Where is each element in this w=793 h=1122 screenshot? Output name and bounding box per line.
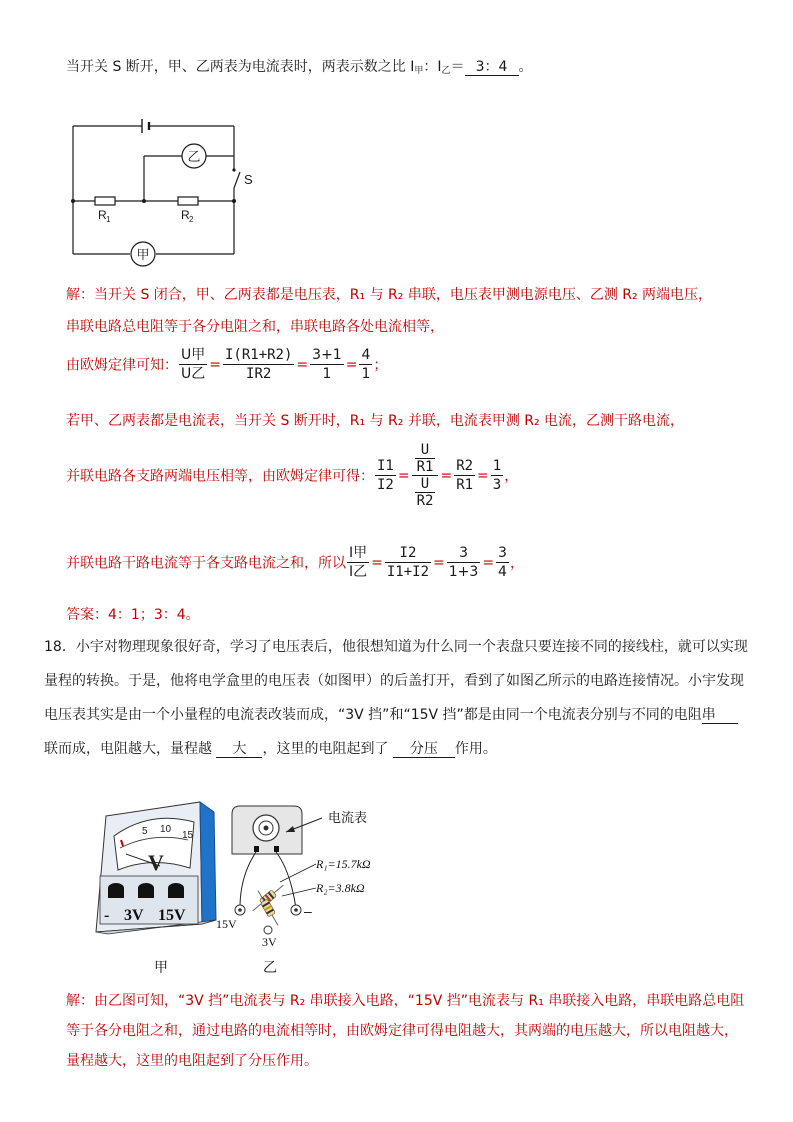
- intro-answer-blank: 3：4: [465, 59, 519, 76]
- fraction-compound: [412, 442, 439, 509]
- back-15v-label: 15V: [216, 917, 237, 931]
- intro-sub-yi: 乙: [441, 66, 451, 76]
- frac-den: R1: [416, 459, 434, 475]
- back-minus-label: –: [304, 903, 312, 919]
- caption-yi: 乙: [263, 959, 277, 975]
- frac-num: I1: [377, 458, 394, 474]
- frac-num: I甲: [349, 545, 368, 561]
- question-text-b: 联而成，电阻越大，量程越: [44, 741, 212, 757]
- fraction-branch-ratio: [385, 544, 431, 581]
- frac-num: U: [415, 476, 436, 493]
- fraction-result: [496, 544, 509, 581]
- r2-value-label: R₂=3.8kΩ: [316, 881, 365, 895]
- dial-15: 15: [182, 830, 194, 841]
- fraction-result: [491, 457, 503, 494]
- punct: ，: [509, 555, 524, 572]
- frac-num: 4: [361, 347, 371, 363]
- r2-label-sub: 2: [189, 215, 194, 224]
- frac-den: I乙: [349, 564, 368, 580]
- solution1-line4: 若甲、乙两表都是电流表，当开关 S 断开时，R₁ 与 R₂ 并联，电流表甲测 R₂ 电流，乙测干路电流，: [66, 413, 685, 429]
- question-text-a: 小宇对物理现象很好奇，学习了电压表后，他很想知道为什么同一个表盘只要连接不同的接线柱，就可以实现量程的转换。于是，他将电学盒里的电压表（如图甲）的后盖打开，看到了如图乙所示的电路连接情况。小宇发现电压表其实是由一个小量程的电流表改装而成，“3V 挡”和“15V 挡”都是由同一个电流表分别与不同的电阻: [44, 639, 748, 723]
- r1-label: R: [98, 208, 107, 222]
- question-text-c: ，这里的电阻起到了: [262, 741, 389, 757]
- frac-num: I2: [385, 544, 431, 563]
- fraction-u-ratio: [179, 346, 207, 383]
- meter-jia-label: 甲: [136, 247, 150, 262]
- question-text-d: 作用。: [454, 741, 497, 757]
- intro-colon: ：I: [423, 59, 442, 75]
- intro-eq: ＝: [450, 59, 465, 75]
- terminal-15v: 15V: [158, 907, 186, 924]
- frac-den: I1+I2: [386, 564, 430, 580]
- frac-num: U甲: [181, 347, 206, 363]
- voltmeter-icon: [96, 802, 216, 934]
- blank-2: 大: [216, 741, 262, 758]
- circuit-diagram: [60, 112, 260, 270]
- frac-den: [412, 476, 439, 509]
- ammeter-label: 电流表: [328, 810, 368, 825]
- solution1-line3-prefix: 由欧姆定律可知：: [66, 357, 178, 374]
- blank-1: 串: [702, 707, 738, 724]
- question-number: 18．: [44, 639, 76, 655]
- dial-v: V: [148, 850, 164, 875]
- caption-jia: 甲: [154, 959, 168, 975]
- solution1-line3: 由欧姆定律可知： $\frac{\text{U甲}}{\text{U乙}}$ = $\frac{I(R1+R2)}{IR2}$ = $\frac{3+1}{1}$ = $\frac{4}{1}$ ；: [66, 347, 388, 382]
- frac-num: 3: [498, 545, 507, 561]
- switch-label: S: [244, 172, 253, 187]
- frac-den: IR2: [246, 366, 272, 382]
- inner-fraction: [415, 442, 436, 475]
- solution1-line1: 解：当开关 S 闭合，甲、乙两表都是电压表，R₁ 与 R₂ 串联，电压表甲测电源电压、乙测 R₂ 两端电压，: [66, 287, 713, 303]
- inner-fraction: [415, 476, 436, 509]
- frac-den: 1+3: [448, 564, 479, 580]
- meter-yi-label: 乙: [187, 149, 201, 164]
- frac-num: [412, 442, 439, 476]
- solution1-line2: 串联电路总电阻等于各分电阻之和，串联电路各处电流相等，: [66, 319, 444, 335]
- dial-10: 10: [160, 824, 172, 835]
- r1-value-label: R₁=15.7kΩ: [316, 857, 371, 871]
- punct: ，: [504, 468, 519, 485]
- frac-den: U乙: [181, 366, 206, 382]
- intro-line: [66, 56, 533, 76]
- frac-num: 3: [447, 544, 481, 563]
- punct: ；: [373, 357, 388, 374]
- frac-den: 1: [361, 366, 371, 382]
- terminal-minus: -: [104, 907, 110, 924]
- fraction-result: [359, 346, 372, 383]
- frac-den: 4: [498, 564, 507, 580]
- frac-num: 3+1: [312, 347, 342, 363]
- frac-num: I(R1+R2): [224, 347, 293, 363]
- fraction-value: [310, 346, 344, 383]
- solution1-line6: 并联电路干路电流等于各支路电流之和，所以 $\frac{\text{I甲}}{\text{I乙}}$ = $\frac{I2}{I1+I2}$ = $\frac{3}{1+3}$ = $\frac{3}{4}$ ，: [66, 545, 524, 580]
- solution2: 解：由乙图可知，“3V 挡”电流表与 R₂ 串联接入电路，“15V 挡”电流表与 R₁ 串联接入电路，串联电路总电阻等于各分电阻之和，通过电路的电流相等时，由欧姆定律可得电阻越大，其两端的电压越大，所以电阻越大，量程越大，这里的电阻起到了分压作用。: [66, 993, 745, 1069]
- frac-num: R2: [456, 458, 474, 474]
- intro-end: 。: [518, 59, 533, 75]
- frac-num: U: [415, 442, 436, 459]
- frac-den: R1: [456, 477, 474, 493]
- terminal-3v: 3V: [124, 907, 144, 924]
- blank-3: 分压: [393, 741, 455, 758]
- frac-den: 1: [322, 366, 332, 382]
- frac-den: R2: [416, 493, 434, 509]
- intro-sub-jia: 甲: [414, 66, 424, 76]
- r2-label: R: [181, 208, 190, 222]
- frac-den: 3: [492, 477, 502, 493]
- question18: [44, 630, 750, 766]
- fraction-value: [447, 544, 481, 581]
- voltmeter-back-icon: [216, 806, 371, 949]
- solution1-line5: 并联电路各支路两端电压相等，由欧姆定律可得： $\frac{I1}{I2}$ = $\frac{\frac{U}{R1}}{\frac{U}{R2}}$ = $\frac{R2}{R1}$ = $\frac{1}{3}$ ，: [66, 442, 519, 509]
- back-3v-label: 3V: [262, 935, 277, 949]
- solution1-answer: 答案：4：1；3：4。: [66, 607, 200, 623]
- r1-label-sub: 1: [106, 215, 111, 224]
- voltmeter-figure: [90, 796, 420, 978]
- fraction-r-ratio: [454, 457, 475, 494]
- fraction-current-ratio: [347, 544, 369, 581]
- frac-num: 1: [492, 458, 502, 474]
- frac-den: I2: [377, 477, 394, 493]
- fraction-i-ratio: [375, 457, 396, 494]
- fraction-ir-ratio: [223, 346, 294, 383]
- dial-5: 5: [142, 826, 148, 837]
- solution1-line6-prefix: 并联电路干路电流等于各支路电流之和，所以: [66, 555, 346, 572]
- intro-text: 当开关 S 断开，甲、乙两表为电流表时，两表示数之比 I: [66, 59, 415, 75]
- solution1-line5-prefix: 并联电路各支路两端电压相等，由欧姆定律可得：: [66, 468, 374, 485]
